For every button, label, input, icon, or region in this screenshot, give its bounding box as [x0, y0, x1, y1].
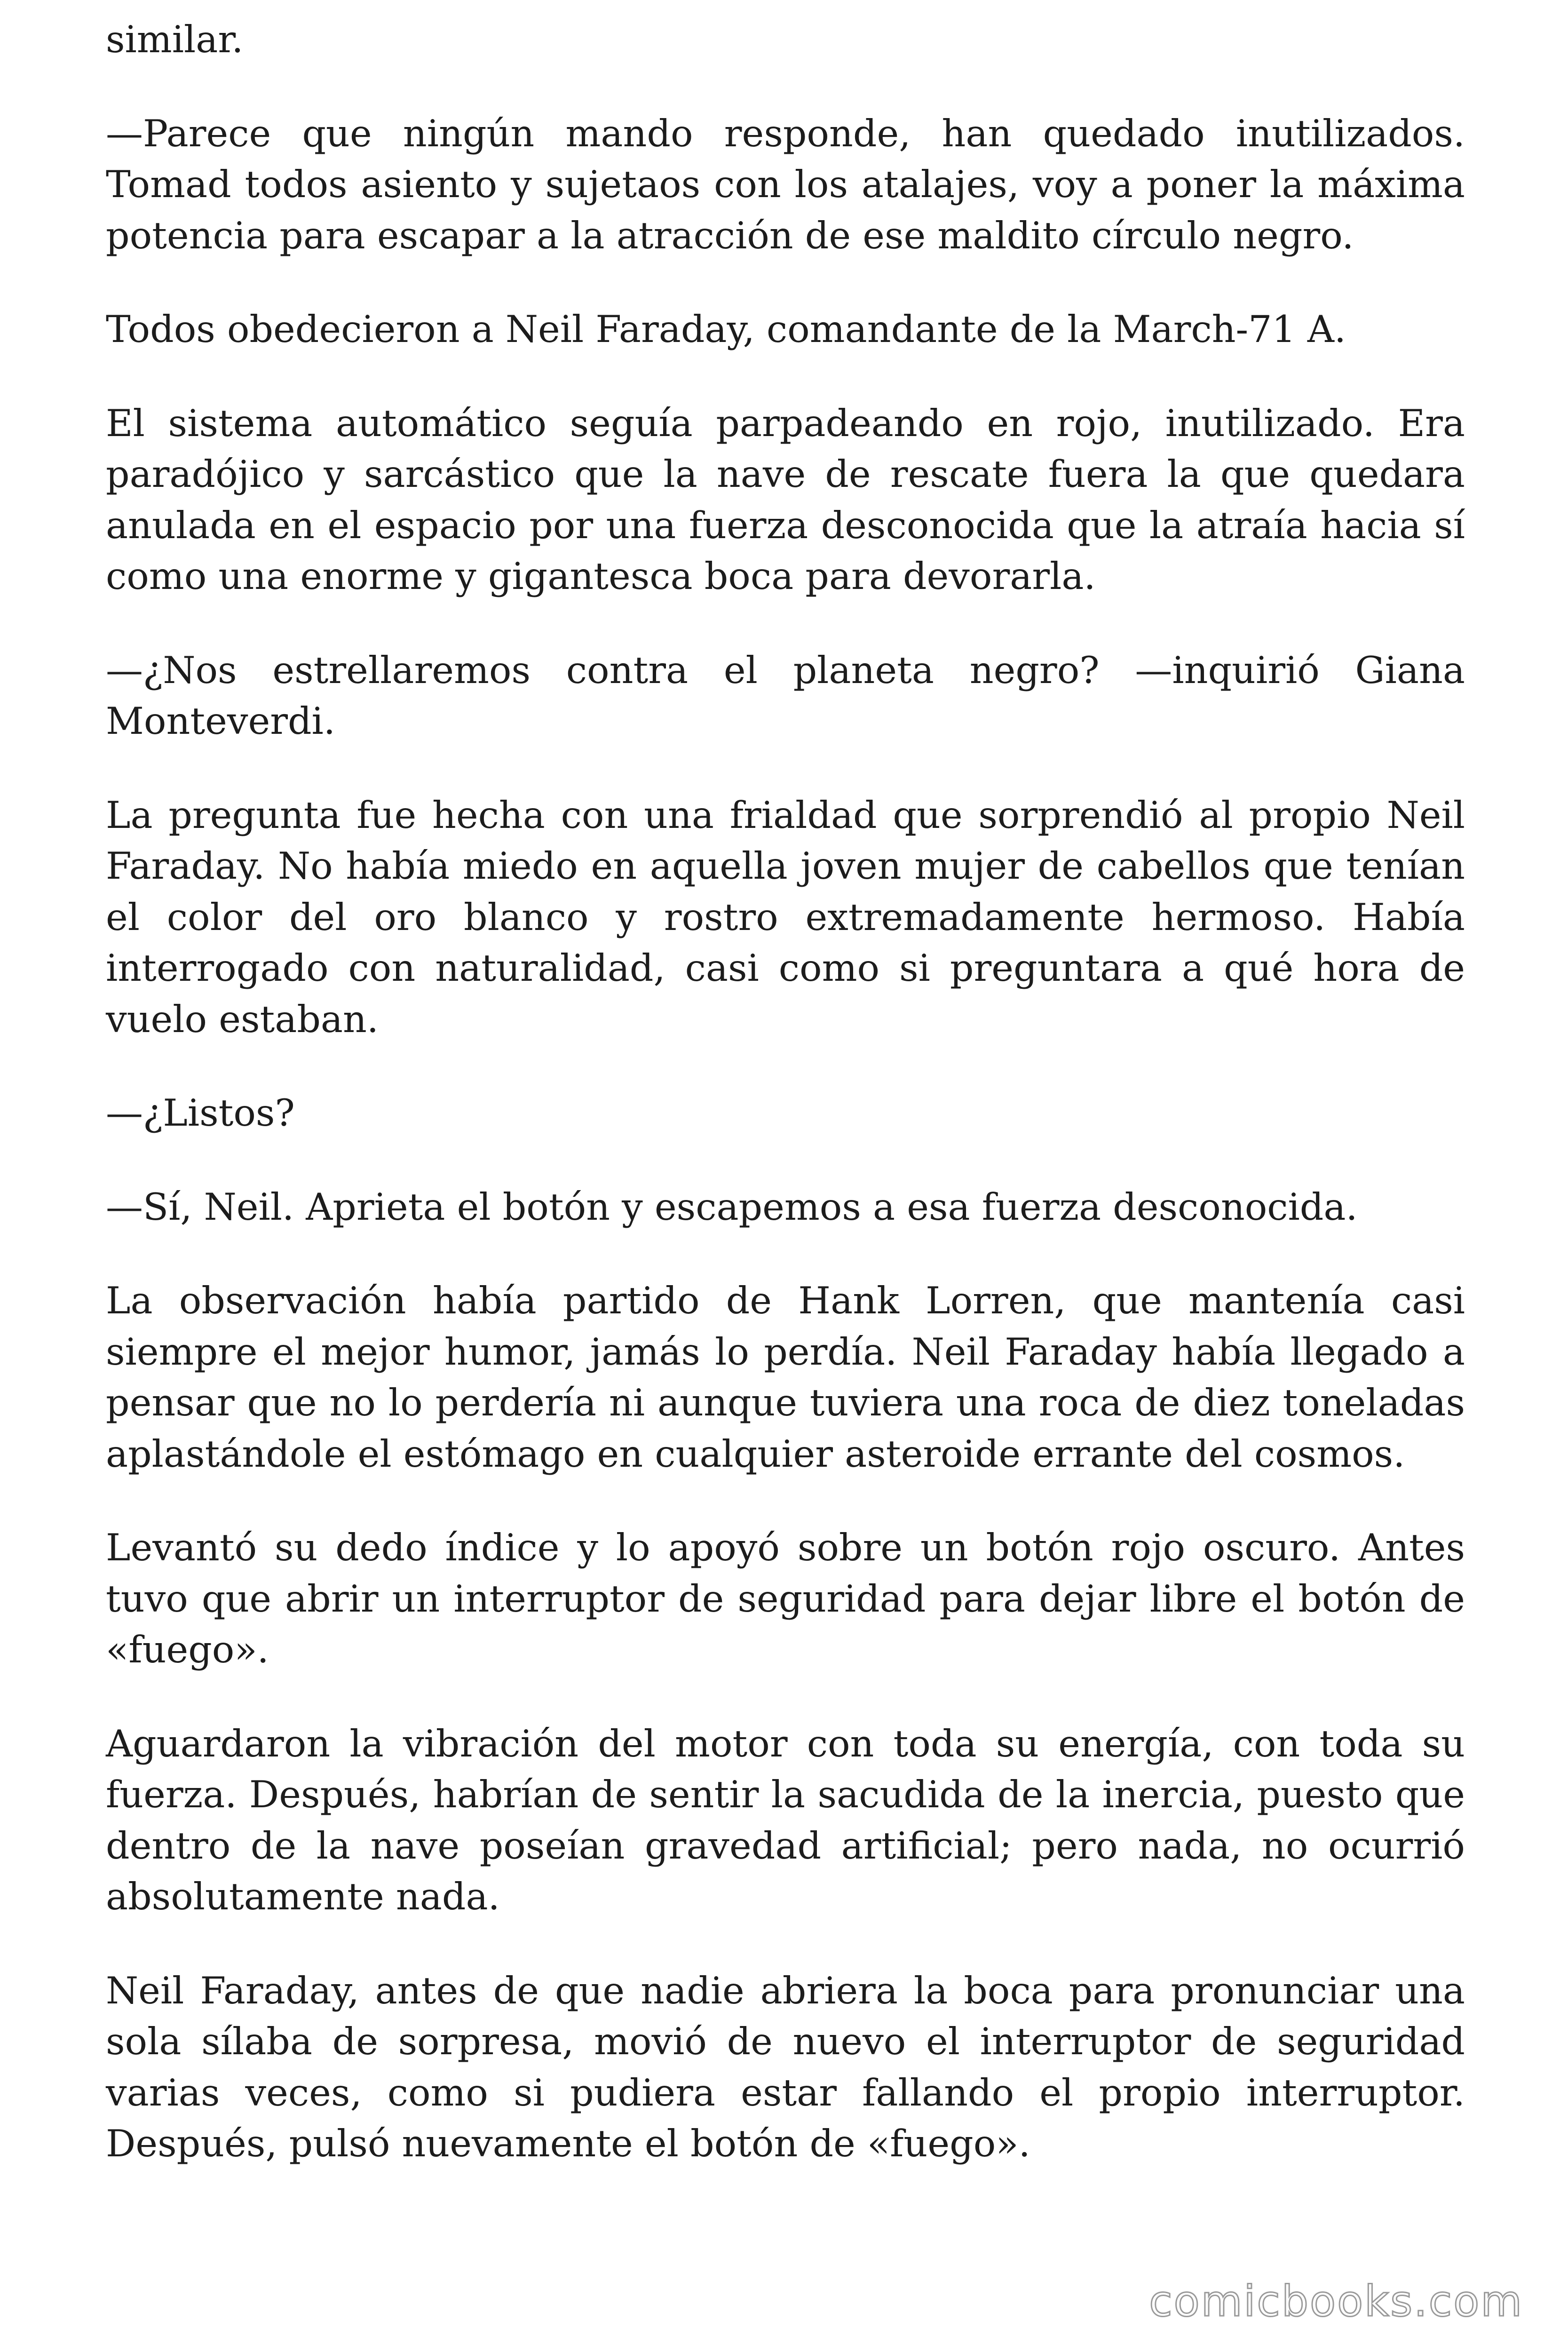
paragraph-11: Aguardaron la vibración del motor con toda su energía, con toda su fuerza. Después, habrían de sentir la sacudida de la inercia, puesto que dentro de la nave poseían gravedad artificial; pero nada, no ocurrió absolutamente nada. — [106, 1722, 1465, 1918]
paragraph-2: —Parece que ningún mando responde, han quedado inutilizados. Tomad todos asiento y sujetaos con los atalajes, voy a poner la máxima potencia para escapar a la atracción de ese maldito círculo negro. — [106, 111, 1465, 257]
page-body — [106, 14, 1465, 2212]
paragraph-9: La observación había partido de Hank Lorren, que mantenía casi siempre el mejor humor, jamás lo perdía. Neil Faraday había llegado a pensar que no lo perdería ni aunque tuviera una roca de diez toneladas aplastándole el estómago en cualquier asteroide errante del cosmos. — [106, 1279, 1465, 1476]
paragraph-7: —¿Listos? — [106, 1091, 295, 1135]
paragraph-1: similar. — [106, 18, 244, 61]
paragraph-8: —Sí, Neil. Aprieta el botón y escapemos a esa fuerza desconocida. — [106, 1185, 1358, 1229]
paragraph-4: El sistema automático seguía parpadeando en rojo, inutilizado. Era paradójico y sarcástico que la nave de rescate fuera la que quedara anulada en el espacio por una fuerza desconocida que la atraía hacia sí como una enorme y gigantesca boca para devorarla. — [106, 401, 1465, 598]
paragraph-6: La pregunta fue hecha con una frialdad que sorprendió al propio Neil Faraday. No había miedo en aquella joven mujer de cabellos que tenían el color del oro blanco y rostro extremadamente hermoso. Había interrogado con naturalidad, casi como si preguntara a qué hora de vuelo estaban. — [106, 793, 1465, 1041]
paragraph-5: —¿Nos estrellaremos contra el planeta negro? —inquirió Giana Monteverdi. — [106, 648, 1465, 743]
watermark: comicbooks.com — [1149, 2277, 1523, 2326]
paragraph-3: Todos obedecieron a Neil Faraday, comandante de la March-71 A. — [106, 308, 1346, 351]
paragraph-10: Levantó su dedo índice y lo apoyó sobre un botón rojo oscuro. Antes tuvo que abrir un interruptor de seguridad para dejar libre el botón de «fuego». — [106, 1526, 1465, 1671]
paragraph-12: Neil Faraday, antes de que nadie abriera la boca para pronunciar una sola sílaba de sorpresa, movió de nuevo el interruptor de seguridad varias veces, como si pudiera estar fallando el propio interruptor. Después, pulsó nuevamente el botón de «fuego». — [106, 1969, 1465, 2165]
